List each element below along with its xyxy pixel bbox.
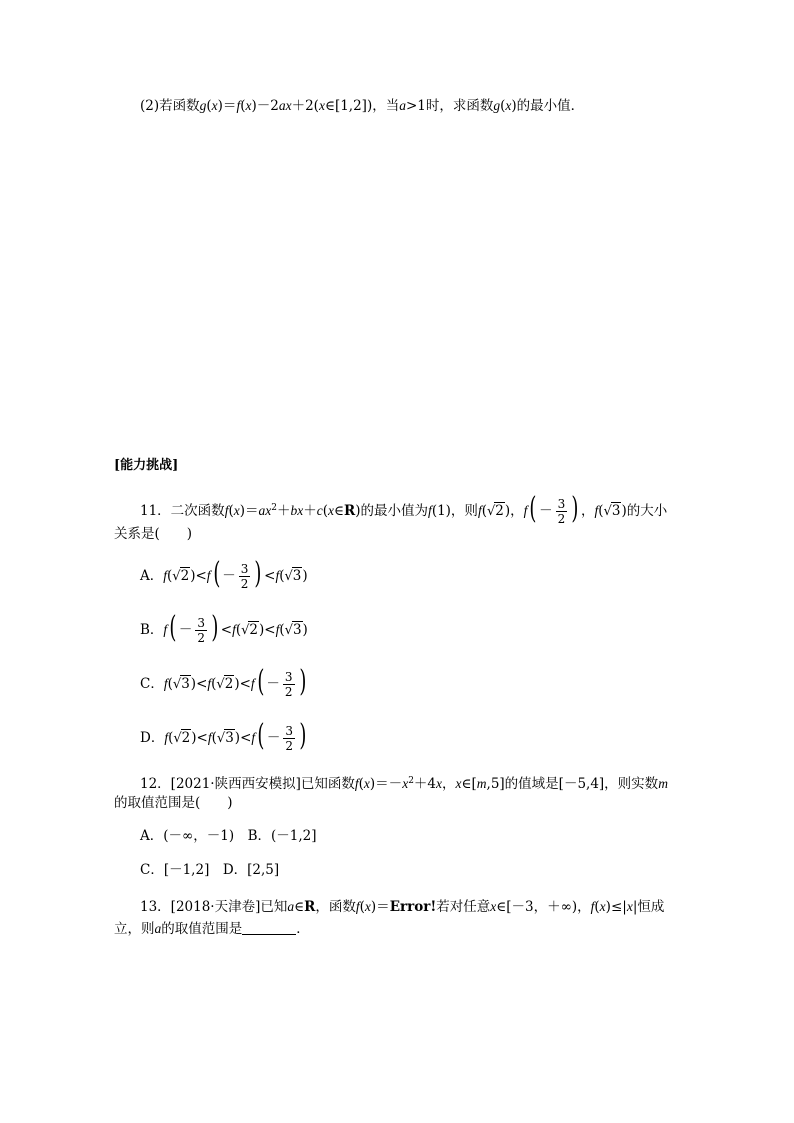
sqrt-symbol: √2	[172, 568, 190, 584]
q12-line2: 的取值范围是( )	[114, 795, 233, 811]
sqrt-symbol: √2	[486, 503, 504, 519]
q11-option-a: A．f(√2)<f( － $\frac{3}{2}$ ) <f(√3)	[140, 556, 308, 591]
sqrt-symbol: √3	[172, 676, 190, 692]
sqrt-symbol: √3	[284, 568, 302, 584]
sqrt-symbol: √2	[173, 730, 191, 746]
sqrt-symbol: √3	[603, 503, 621, 519]
left-paren: (	[529, 491, 537, 526]
q11-option-c: C．f(√3)<f(√2)<f( － $\frac{3}{2}$ )	[140, 664, 306, 699]
sqrt-symbol: √2	[216, 676, 234, 692]
right-paren: )	[571, 491, 579, 526]
answer-blank[interactable]	[242, 920, 296, 935]
sqrt-symbol: √3	[284, 622, 302, 638]
q13-line1: 13．[2018·天津卷]已知a∈R，函数f(x)＝Error!若对任意x∈[－3，＋∞)，f(x)≤|x|恒成	[140, 899, 665, 915]
q11-line2: 关系是( )	[114, 526, 193, 542]
fraction: $\frac{3}{2}$	[197, 616, 206, 645]
fraction: $\frac{3}{2}$	[285, 724, 294, 753]
q13-line2: 立，则a的取值范围是 ．	[114, 921, 310, 937]
sqrt-symbol: √3	[216, 730, 234, 746]
q11-option-d: D．f(√2)<f(√3)<f( － $\frac{3}{2}$ )	[140, 718, 307, 753]
q12-options-ab: A．(－∞，－1) B．(－1,2]	[140, 828, 317, 844]
q12-line1: 12．[2021·陕西西安模拟]已知函数$f(x)=-x^2+4x$，x∈[m,5]的值域是[－5,4]，则实数m	[140, 776, 668, 792]
q11-line1: 11．二次函数$f(x)=ax^2+bx+c(x\in R)$的最小值为f(1)，则f(√2)，f( － $\frac{3}{2}$ ) ，f(√3)的大小	[140, 491, 668, 526]
section-title: [能力挑战]	[114, 458, 179, 473]
q11-option-b: B．f( － $\frac{3}{2}$ ) <f(√2)<f(√3)	[140, 610, 308, 645]
sqrt-symbol: √2	[241, 622, 259, 638]
fraction: $\frac{3}{2}$	[557, 497, 566, 526]
q12-options-cd: C．[－1,2] D．[2,5]	[140, 862, 280, 878]
fraction: $\frac{3}{2}$	[240, 562, 249, 591]
q10-part2-line: (2)若函数g(x)＝f(x)－2ax＋2(x∈[1,2])，当a>1时，求函数g(x)的最小值．	[140, 98, 585, 114]
fraction: $\frac{3}{2}$	[284, 670, 293, 699]
